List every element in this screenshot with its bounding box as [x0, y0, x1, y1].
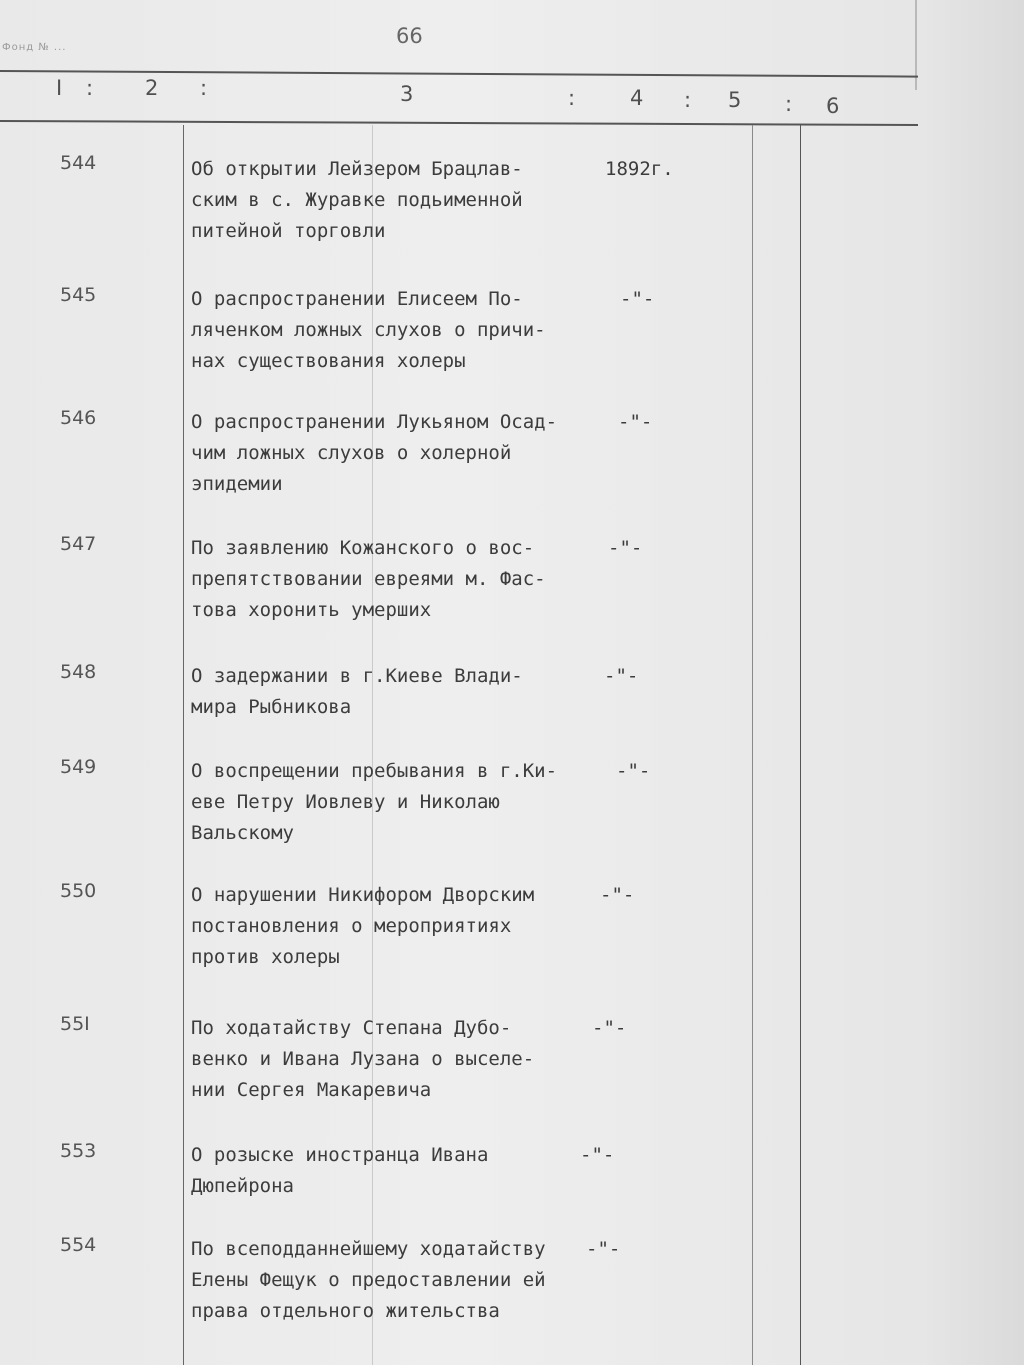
record-date: 1892г.	[605, 158, 674, 180]
record-date: -"-	[600, 884, 635, 906]
header-col-3: 3	[400, 82, 414, 106]
record-number: 549	[60, 756, 97, 778]
record-number: 546	[60, 407, 97, 429]
record-title: О задержании в г.Киеве Влади- мира Рыбникова	[191, 665, 523, 718]
column-divider	[183, 125, 184, 1365]
record-date: -"-	[586, 1238, 621, 1260]
page-number: 66	[396, 24, 423, 48]
header-top-rule	[0, 70, 918, 78]
record-title: Об открытии Лейзером Брацлав- ским в с. Журавке подьименной питейной торговли	[191, 158, 523, 242]
record-number: 547	[60, 533, 97, 555]
record-number: 545	[60, 284, 97, 306]
column-divider	[752, 125, 753, 1365]
record-date: -"-	[618, 411, 653, 433]
record-title: По заявлению Кожанского о вос- препятствовании евреями м. Фас- това хоронить умерших	[191, 537, 546, 621]
record-date: -"-	[608, 537, 643, 559]
record-title: По ходатайству Степана Дубо- венко и Ивана Лузана о выселе- нии Сергея Макаревича	[191, 1017, 535, 1101]
record-number: 544	[60, 152, 97, 174]
record-title: О распространении Елисеем По- ляченком ложных слухов о причи- нах существования холеры	[191, 288, 546, 372]
record-title: О нарушении Никифором Дворским постановления о мероприятиях против холеры	[191, 884, 535, 968]
record-number: 548	[60, 661, 97, 683]
corner-note: Фонд № ...	[2, 42, 67, 53]
header-bottom-rule	[0, 120, 918, 126]
header-col-5: 5	[728, 88, 742, 112]
record-number: 550	[60, 880, 97, 902]
record-number: 554	[60, 1234, 97, 1256]
record-number: 55I	[60, 1013, 90, 1035]
record-title: О распространении Лукьяном Осад- чим ложных слухов о холерной эпидемии	[191, 411, 558, 495]
record-title: О розыске иностранца Ивана Дюпейрона	[191, 1144, 489, 1197]
record-date: -"-	[592, 1017, 627, 1039]
header-sep: :	[684, 88, 692, 112]
header-sep: :	[200, 76, 208, 100]
record-date: -"-	[580, 1144, 615, 1166]
record-title: О воспрещении пребывания в г.Ки- еве Петру Иовлеву и Николаю Вальскому	[191, 760, 558, 844]
header-col-1: I	[56, 76, 63, 100]
record-date: -"-	[616, 760, 651, 782]
record-number: 553	[60, 1140, 97, 1162]
header-col-4: 4	[630, 86, 644, 110]
header-sep: :	[568, 86, 576, 110]
record-title: По всеподданнейшему ходатайству Елены Фещук о предоставлении ей права отдельного жительства	[191, 1238, 546, 1322]
column-divider	[800, 125, 801, 1365]
header-col-2: 2	[145, 76, 159, 100]
header-sep: :	[785, 92, 793, 116]
record-date: -"-	[604, 665, 639, 687]
header-col-6: 6	[826, 94, 840, 118]
header-sep: :	[86, 76, 94, 100]
record-date: -"-	[620, 288, 655, 310]
